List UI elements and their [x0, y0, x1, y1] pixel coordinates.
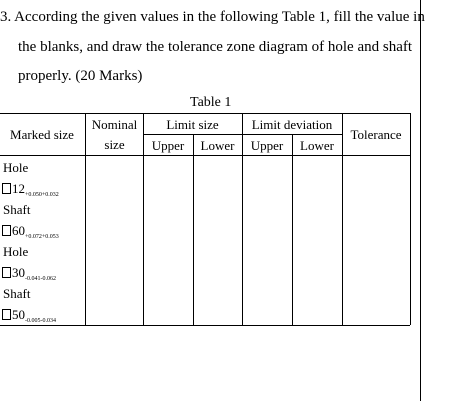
row-type-label: Shaft [3, 286, 31, 301]
header-bottom-border [0, 155, 410, 156]
col-divider-3 [193, 135, 194, 325]
row-deviation-upper: +0.072 [25, 234, 42, 240]
row-deviation-upper: +0.050 [25, 192, 42, 198]
diameter-symbol-icon [2, 309, 11, 320]
diameter-symbol-icon [2, 183, 11, 194]
row-size: 30 [12, 265, 25, 280]
header-limit-deviation-upper: Upper [250, 138, 284, 153]
right-margin-rule [420, 0, 421, 401]
row-size: 60 [12, 223, 25, 238]
diameter-symbol-icon [2, 225, 11, 236]
row-deviation-lower: -0.062 [40, 276, 56, 282]
header-limit-deviation-lower: Lower [300, 138, 334, 153]
table-top-border [0, 113, 410, 114]
row-dimension [2, 181, 59, 203]
row-size: 12 [12, 181, 25, 196]
question-line-1: 3. According the given values in the following Table 1, fill the value in [0, 9, 425, 25]
row-type-label: Shaft [3, 202, 31, 217]
row-deviation-upper: -0.005 [25, 318, 41, 324]
row-type-label: Hole [3, 160, 29, 175]
question-line-3: properly. (20 Marks) [18, 68, 143, 84]
row-dimension [2, 223, 59, 245]
header-nominal-line1: Nominal [91, 117, 138, 132]
header-nominal-line2: size [104, 137, 125, 152]
col-divider-5 [292, 135, 293, 325]
table-title: Table 1 [190, 95, 232, 110]
row-size: 50 [12, 307, 25, 322]
row-deviation-lower: -0.034 [40, 318, 56, 324]
header-limit-deviation: Limit deviation [251, 117, 333, 132]
row-dimension [2, 265, 56, 287]
header-limit-size: Limit size [166, 117, 219, 132]
row-deviation-lower: +0.032 [41, 192, 59, 198]
question-line-2: the blanks, and draw the tolerance zone diagram of hole and shaft [18, 39, 413, 55]
row-deviation-lower: +0.053 [41, 234, 59, 240]
header-tolerance: Tolerance [350, 127, 402, 142]
row-dimension [2, 307, 56, 329]
col-divider-7 [410, 113, 411, 325]
table-bottom-border [0, 325, 410, 326]
diameter-symbol-icon [2, 267, 11, 278]
col-divider-6 [342, 113, 343, 325]
row-type-label: Hole [3, 244, 29, 259]
header-marked-size: Marked size [10, 127, 74, 142]
header-limit-size-lower: Lower [200, 138, 235, 153]
row-deviation-upper: -0.041 [25, 276, 41, 282]
header-limit-size-upper: Upper [151, 138, 185, 153]
